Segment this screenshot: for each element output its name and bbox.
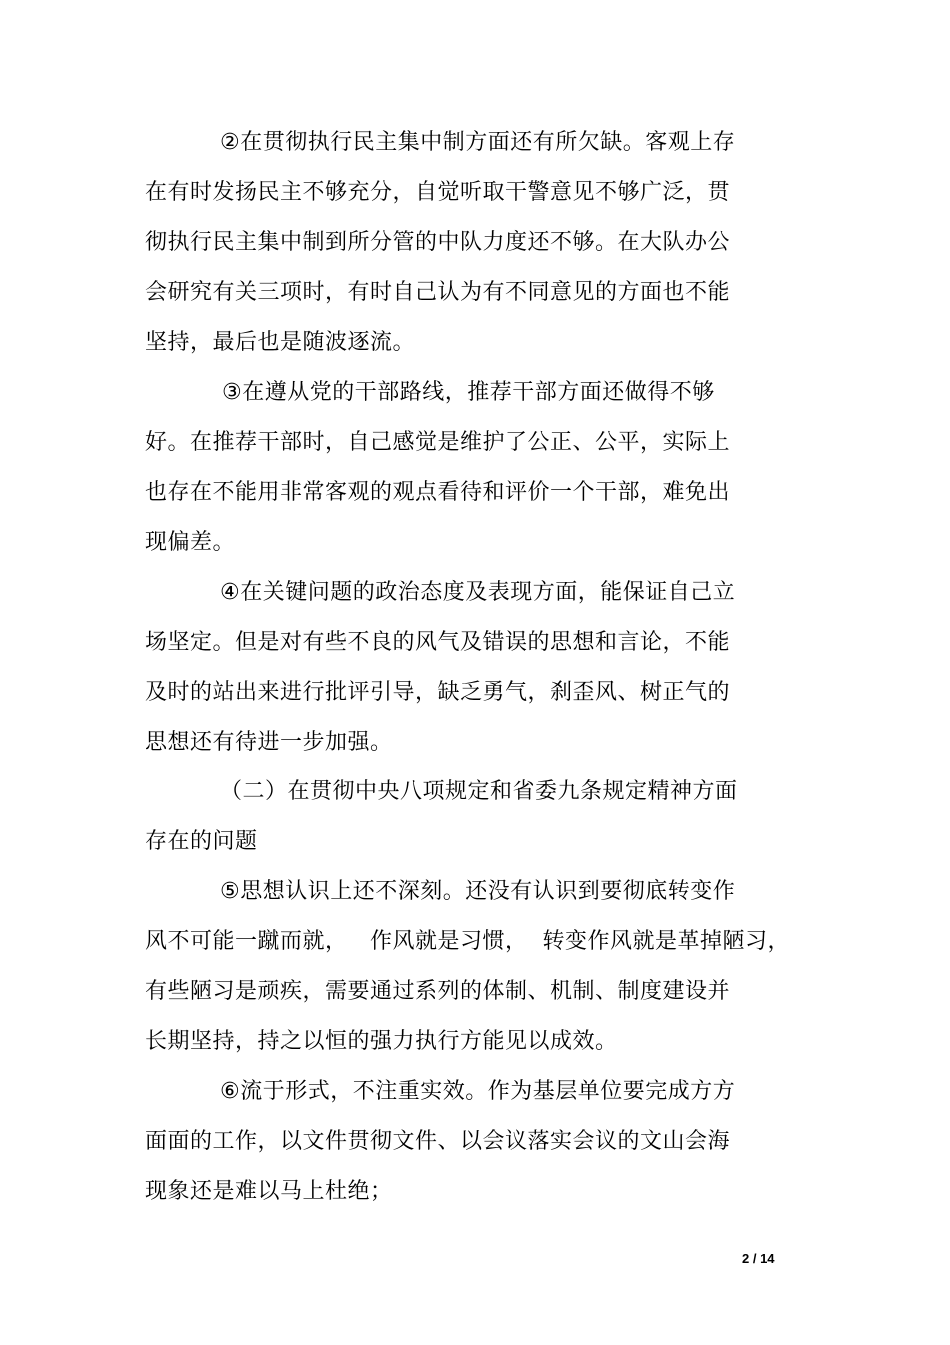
paragraph-2-line-5: 坚持，最后也是随波逐流。 (145, 330, 416, 355)
paragraph-5-line-2: 风不可能一蹴而就， 作风就是习惯， 转变作风就是革掉陋习， (145, 929, 790, 954)
paragraph-3-line-1: ③在遵从党的干部路线，推荐干部方面还做得不够 (222, 380, 715, 405)
paragraph-2-line-4: 会研究有关三项时，有时自己认为有不同意见的方面也不能 (145, 280, 731, 305)
paragraph-6-line-2: 面面的工作，以文件贯彻文件、以会议落实会议的文山会海 (145, 1129, 731, 1154)
paragraph-6-line-3: 现象还是难以马上杜绝； (145, 1179, 393, 1204)
paragraph-4-line-2: 场坚定。但是对有些不良的风气及错误的思想和言论，不能 (145, 630, 731, 655)
section-heading-line-1: （二）在贯彻中央八项规定和省委九条规定精神方面 (220, 779, 738, 804)
paragraph-5-line-1: ⑤思想认识上还不深刻。还没有认识到要彻底转变作 (220, 879, 736, 904)
paragraph-2-line-3: 彻执行民主集中制到所分管的中队力度还不够。在大队办公 (145, 230, 731, 255)
paragraph-3-line-4: 现偏差。 (145, 530, 236, 555)
paragraph-3-line-3: 也存在不能用非常客观的观点看待和评价一个干部，难免出 (145, 480, 731, 505)
paragraph-6-line-1: ⑥流于形式，不注重实效。作为基层单位要完成方方 (220, 1079, 736, 1104)
paragraph-5-line-3: 有些陋习是顽疾，需要通过系列的体制、机制、制度建设并 (145, 979, 731, 1004)
paragraph-4-line-3: 及时的站出来进行批评引导，缺乏勇气，刹歪风、树正气的 (145, 680, 731, 705)
page-number: 2 / 14 (742, 1251, 775, 1266)
paragraph-4-line-4: 思想还有待进一步加强。 (145, 730, 393, 755)
paragraph-3-line-2: 好。在推荐干部时，自己感觉是维护了公正、公平，实际上 (145, 430, 731, 455)
paragraph-2-line-1: ②在贯彻执行民主集中制方面还有所欠缺。客观上存 (220, 130, 736, 155)
paragraph-4-line-1: ④在关键问题的政治态度及表现方面，能保证自己立 (220, 580, 736, 605)
paragraph-5-line-4: 长期坚持，持之以恒的强力执行方能见以成效。 (145, 1029, 618, 1054)
paragraph-2-line-2: 在有时发扬民主不够充分，自觉听取干警意见不够广泛，贯 (145, 180, 731, 205)
section-heading-line-2: 存在的问题 (145, 829, 258, 854)
